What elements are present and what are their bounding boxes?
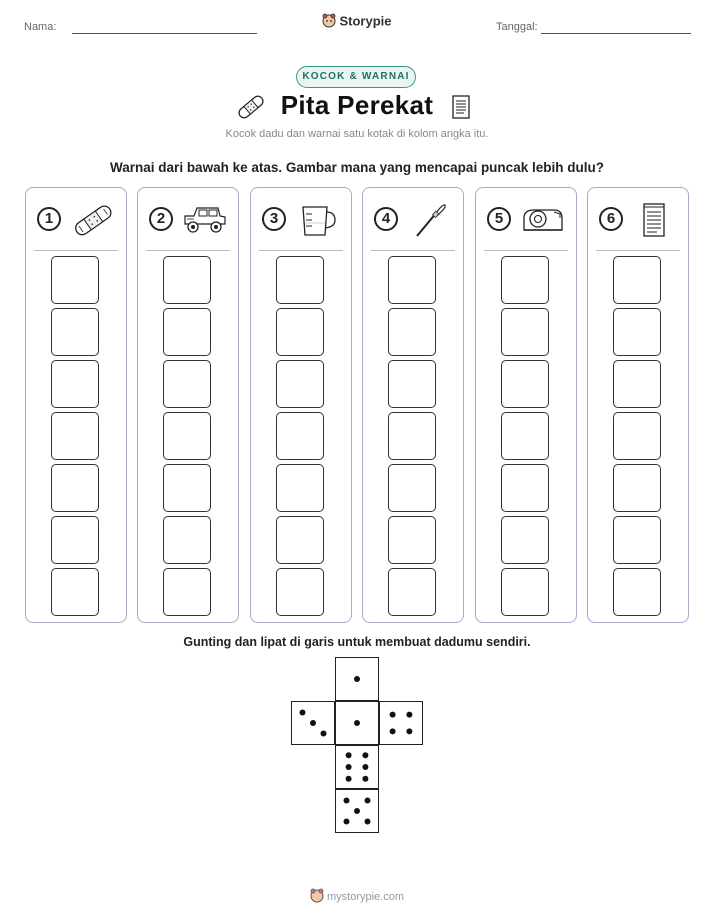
color-box[interactable] [163,568,211,616]
color-box[interactable] [501,256,549,304]
color-box[interactable] [501,568,549,616]
column-divider [371,250,455,251]
date-line[interactable] [541,33,691,34]
color-box[interactable] [388,412,436,460]
color-box[interactable] [276,464,324,512]
color-box[interactable] [501,360,549,408]
column-number: 5 [487,207,511,231]
dice-face-1 [335,657,379,701]
color-box[interactable] [276,360,324,408]
color-box[interactable] [613,412,661,460]
color-box[interactable] [51,412,99,460]
color-box[interactable] [388,516,436,564]
paintbrush-icon [407,202,453,238]
column-number: 2 [149,207,173,231]
color-box[interactable] [388,256,436,304]
column-divider [146,250,230,251]
column-2 [137,187,239,623]
color-box[interactable] [163,464,211,512]
color-box[interactable] [501,464,549,512]
dice-face-4 [379,701,423,745]
column-divider [484,250,568,251]
color-box[interactable] [51,464,99,512]
notepad-icon [632,202,678,238]
column-divider [596,250,680,251]
color-box[interactable] [276,308,324,356]
cut-instruction: Gunting dan lipat di garis untuk membuat dadumu sendiri. [183,635,531,649]
name-label: Nama: [24,21,57,33]
dice-face-3 [291,701,335,745]
color-box[interactable] [276,256,324,304]
column-divider [34,250,118,251]
date-label: Tanggal: [496,21,538,33]
storypie-logo-icon [310,888,324,906]
column-number: 4 [374,207,398,231]
color-box[interactable] [163,308,211,356]
color-box[interactable] [613,308,661,356]
column-number: 1 [37,207,61,231]
dice-face-6 [335,745,379,789]
column-number: 6 [599,207,623,231]
color-box[interactable] [501,412,549,460]
color-box[interactable] [388,568,436,616]
color-box[interactable] [276,516,324,564]
color-box[interactable] [501,516,549,564]
page-title: Pita Perekat [280,90,434,120]
color-box[interactable] [613,464,661,512]
color-box[interactable] [276,412,324,460]
color-box[interactable] [51,308,99,356]
color-box[interactable] [163,256,211,304]
color-box[interactable] [51,360,99,408]
subtitle: Kocok dadu dan warnai satu kotak di kolom angka itu. [225,128,489,140]
color-box[interactable] [388,464,436,512]
color-box[interactable] [163,360,211,408]
color-box[interactable] [613,360,661,408]
column-1 [25,187,127,623]
color-box[interactable] [163,412,211,460]
brand [0,13,714,31]
color-box[interactable] [388,360,436,408]
activity-badge: KOCOK & WARNAI [296,66,416,88]
column-5 [475,187,577,623]
dice-face-5 [335,789,379,833]
color-box[interactable] [613,516,661,564]
color-box[interactable] [501,308,549,356]
footer [0,888,714,906]
color-box[interactable] [51,256,99,304]
color-box[interactable] [163,516,211,564]
column-3 [250,187,352,623]
jeep-icon [182,202,228,238]
color-box[interactable] [51,516,99,564]
measuring-cup-icon [295,202,341,238]
footer-url: mystorypie.com [326,890,405,903]
brand-name: Storypie [339,13,392,29]
column-divider [259,250,343,251]
storypie-logo-icon [322,13,336,31]
color-box[interactable] [613,568,661,616]
instruction: Warnai dari bawah ke atas. Gambar mana yang mencapai puncak lebih dulu? [110,160,604,175]
color-box[interactable] [388,308,436,356]
bandage-icon [70,202,116,238]
column-number: 3 [262,207,286,231]
color-box[interactable] [613,256,661,304]
name-line[interactable] [72,33,257,34]
color-box[interactable] [276,568,324,616]
dice-face-1 [335,701,379,745]
notepad-icon [450,94,472,125]
color-box[interactable] [51,568,99,616]
column-6 [587,187,689,623]
column-4 [362,187,464,623]
tape-dispenser-icon [520,202,566,238]
